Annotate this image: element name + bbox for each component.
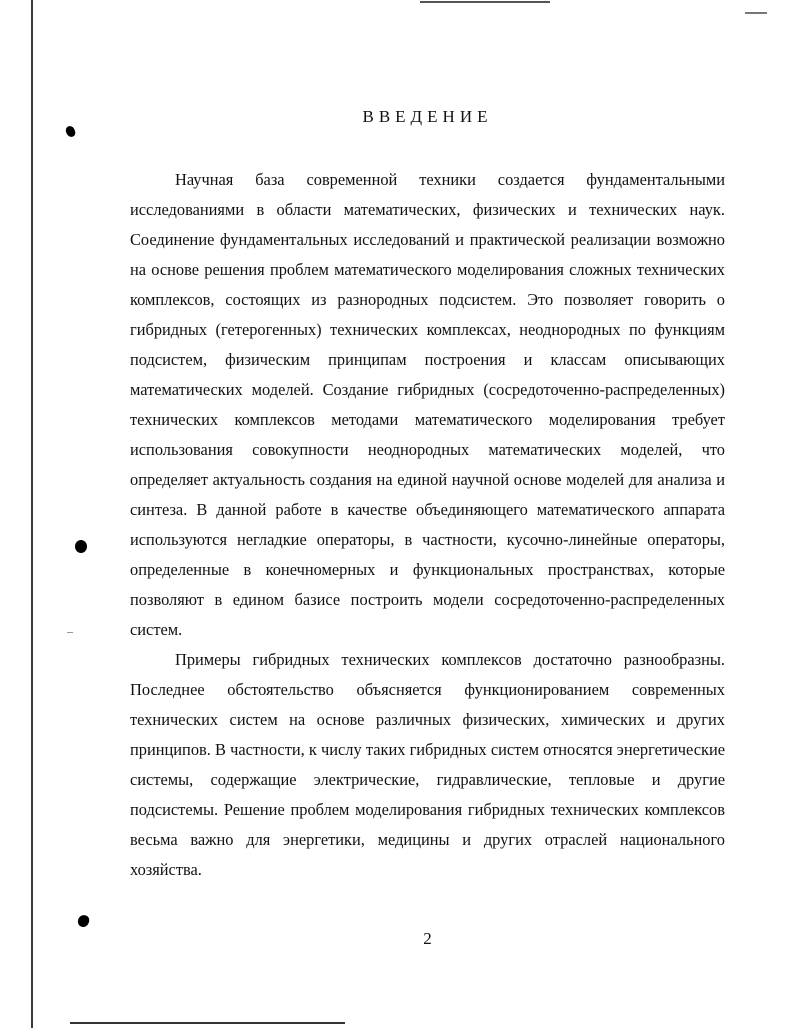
page-title: ВВЕДЕНИЕ <box>362 107 493 126</box>
binder-hole-mark-bottom <box>76 913 90 928</box>
body-text <box>130 165 725 885</box>
binder-hole-mark-top <box>65 125 76 138</box>
left-margin-line <box>31 0 33 1028</box>
scan-speck <box>67 632 73 633</box>
binder-hole-mark-middle <box>75 540 87 553</box>
top-scan-line <box>420 1 550 3</box>
paragraph-1: Научная база современной техники создается фундаментальными исследованиями в области математических, физических и технических наук. Соединение фундаментальных исследований и практической реализации возможно на основе решения проблем математического моделирования сложных технических комплексов, состоящих из разнородных подсистем. Это позволяет говорить о гибридных (гетерогенных) технических комплексах, неоднородных по функциям подсистем, физическим принципам построения и классам описывающих математических моделей. Создание гибридных (сосредоточенно-распределенных) технических комплексов методами математического моделирования требует использования совокупности неоднородных математических моделей, что определяет актуальность создания на единой научной основе моделей для анализа и синтеза. В данной работе в качестве объединяющего математического аппарата используются негладкие операторы, в частности, кусочно-линейные операторы, определенные в конечномерных и функциональных пространствах, которые позволяют в едином базисе построить модели сосредоточенно-распределенных систем. <box>130 170 725 639</box>
paragraph-2: Примеры гибридных технических комплексов достаточно разнообразны. Последнее обстоятельство объясняется функционированием современных технических систем на основе различных физических, химических и других принципов. В частности, к числу таких гибридных систем относятся энергетические системы, содержащие электрические, гидравлические, тепловые и другие подсистемы. Решение проблем моделирования гибридных технических комплексов весьма важно для энергетики, медицины и других отраслей национального хозяйства. <box>130 650 725 879</box>
page-number: 2 <box>423 929 432 948</box>
bottom-scan-line <box>70 1022 345 1024</box>
top-scan-mark <box>745 12 767 14</box>
